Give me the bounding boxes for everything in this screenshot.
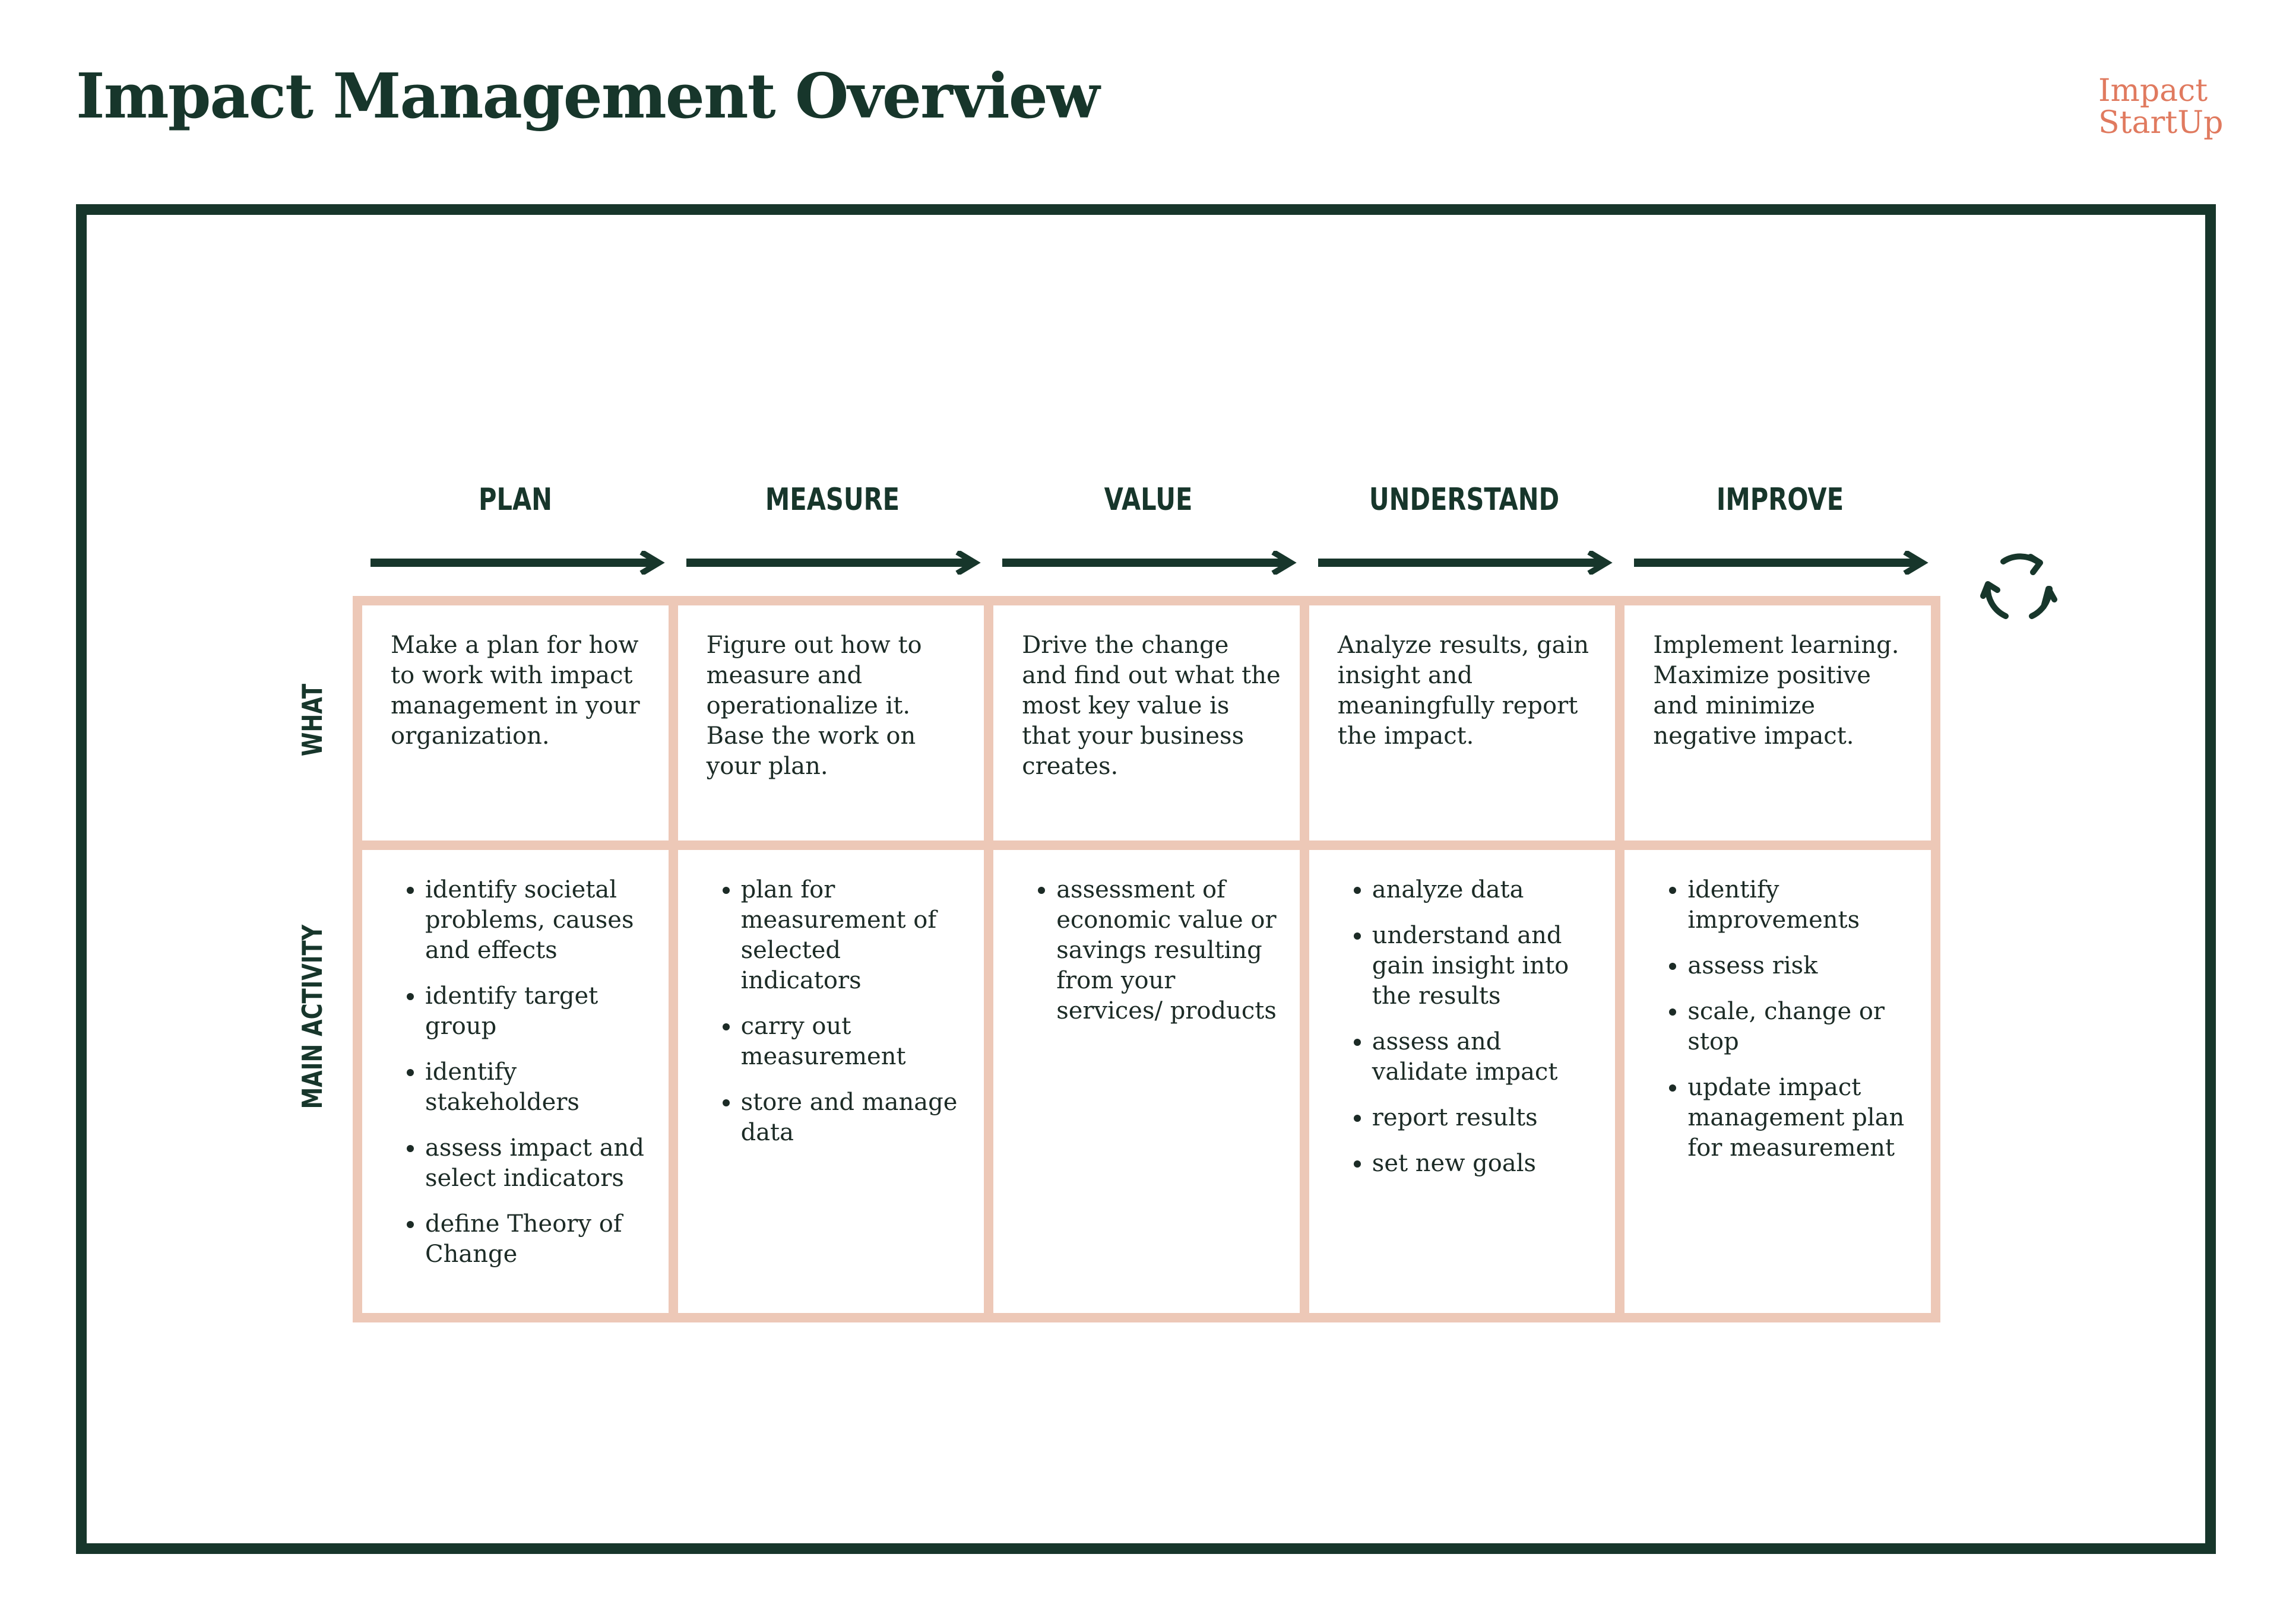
activity-item: • analyze data xyxy=(1372,875,1597,905)
row-label-what: WHAT xyxy=(296,683,328,757)
activity-cell-plan xyxy=(362,850,669,1313)
activity-item: • assess and validate impact xyxy=(1372,1027,1597,1087)
activity-cell-understand xyxy=(1309,850,1616,1313)
activity-cell-value xyxy=(993,850,1300,1313)
activity-list xyxy=(1653,875,1912,1163)
what-cell-value xyxy=(993,605,1300,840)
activity-item: • identify societal problems, causes and effects xyxy=(425,875,650,966)
arrow-right-icon xyxy=(1634,551,1928,575)
activity-item: • update impact management plan for measurement xyxy=(1687,1073,1912,1163)
activity-item: • set new goals xyxy=(1372,1149,1597,1179)
activity-item: • understand and gain insight into the results xyxy=(1372,921,1597,1011)
arrow-right-icon xyxy=(1318,551,1613,575)
activity-item: • identify improvements xyxy=(1687,875,1912,935)
activity-cell-measure xyxy=(678,850,984,1313)
what-text: Drive the change and find out what the most key value is that your business creates. xyxy=(1022,632,1281,780)
activity-list xyxy=(1022,875,1281,1026)
arrow-right-icon xyxy=(370,551,665,575)
what-text: Figure out how to measure and operationalize it. Base the work on your plan. xyxy=(706,632,922,780)
activity-cell-improve xyxy=(1624,850,1931,1313)
what-text: Make a plan for how to work with impact management in your organization. xyxy=(391,632,640,750)
stage-label-value: VALUE xyxy=(1104,482,1193,518)
what-cell-measure xyxy=(678,605,984,840)
activity-list xyxy=(391,875,650,1270)
activity-item: • identify target group xyxy=(425,981,650,1042)
activity-item: • define Theory of Change xyxy=(425,1209,650,1270)
what-cell-understand xyxy=(1309,605,1616,840)
activity-list xyxy=(707,875,965,1148)
activity-item: • assess risk xyxy=(1687,951,1912,981)
what-cell-plan xyxy=(362,605,669,840)
activity-item: • carry out measurement xyxy=(741,1011,965,1072)
what-text: Implement learning. Maximize positive and minimize negative impact. xyxy=(1653,632,1899,750)
activity-item: • plan for measurement of selected indicators xyxy=(741,875,965,996)
activity-item: • assessment of economic value or savings resulting from your services/ products xyxy=(1056,875,1281,1026)
activity-item: • assess impact and select indicators xyxy=(425,1133,650,1194)
arrow-right-icon xyxy=(686,551,981,575)
brand-logo xyxy=(2098,75,2223,139)
refresh-cycle-icon xyxy=(1977,546,2060,629)
page-title: Impact Management Overview xyxy=(76,59,1099,132)
stage-label-plan: PLAN xyxy=(478,482,552,518)
stage-label-measure: MEASURE xyxy=(765,482,900,518)
activity-item: • report results xyxy=(1372,1103,1597,1133)
stage-label-understand: UNDERSTAND xyxy=(1369,482,1560,518)
impact-grid xyxy=(353,596,1940,1322)
logo-line-2: StartUp xyxy=(2098,105,2224,141)
activity-list xyxy=(1338,875,1597,1179)
arrow-right-icon xyxy=(1002,551,1297,575)
activity-item: • store and manage data xyxy=(741,1087,965,1148)
activity-item: • identify stakeholders xyxy=(425,1057,650,1118)
what-text: Analyze results, gain insight and meaningfully report the impact. xyxy=(1337,632,1589,750)
stage-label-improve: IMPROVE xyxy=(1716,482,1844,518)
logo-line-1: Impact xyxy=(2098,73,2208,109)
row-label-main-activity: MAIN ACTIVITY xyxy=(296,924,328,1109)
activity-item: • scale, change or stop xyxy=(1687,997,1912,1057)
what-cell-improve xyxy=(1624,605,1931,840)
